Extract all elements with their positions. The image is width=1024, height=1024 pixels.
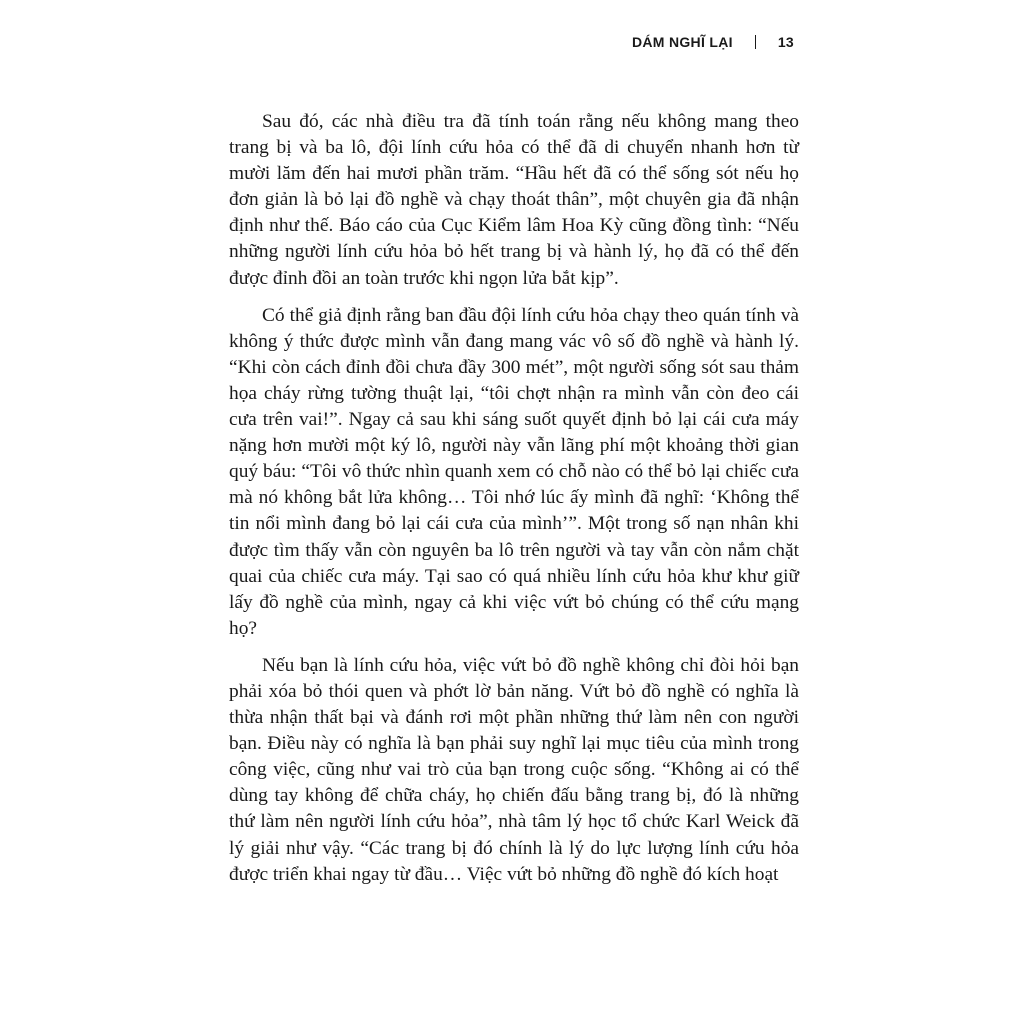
header-separator — [755, 35, 756, 49]
paragraph: Nếu bạn là lính cứu hỏa, việc vứt bỏ đồ nghề không chỉ đòi hỏi bạn phải xóa bỏ thói quen và phớt lờ bản năng. Vứt bỏ đồ nghề có nghĩa là thừa nhận thất bại và đánh rơi một phần những thứ làm nên con người bạn. Điều này có nghĩa là bạn phải suy nghĩ lại mục tiêu của mình trong công việc, cũng như vai trò của bạn trong cuộc sống. “Không ai có thể dùng tay không để chữa cháy, họ chiến đấu bằng trang bị, đó là những thứ làm nên người lính cứu hỏa”, nhà tâm lý học tổ chức Karl Weick đã lý giải như vậy. “Các trang bị đó chính là lý do lực lượng lính cứu hỏa được triển khai ngay từ đầu… Việc vứt bỏ những đồ nghề đó kích hoạt — [229, 654, 799, 885]
page-number: 13 — [777, 34, 794, 50]
running-header — [632, 34, 794, 50]
paragraph: Sau đó, các nhà điều tra đã tính toán rằng nếu không mang theo trang bị và ba lô, đội lính cứu hỏa có thể đã di chuyển nhanh hơn từ mười lăm đến hai mươi phần trăm. “Hầu hết đã có thể sống sót nếu họ đơn giản là bỏ lại đồ nghề và chạy thoát thân”, một chuyên gia đã nhận định như thế. Báo cáo của Cục Kiểm lâm Hoa Kỳ cũng đồng tình: “Nếu những người lính cứu hỏa bỏ hết trang bị và hành lý, họ đã có thể đến được đỉnh đồi an toàn trước khi ngọn lửa bắt kịp”. — [229, 111, 799, 289]
book-title: DÁM NGHĨ LẠI — [631, 34, 733, 50]
paragraph: Có thể giả định rằng ban đầu đội lính cứu hỏa chạy theo quán tính và không ý thức được mình vẫn đang mang vác vô số đồ nghề và hành lý. “Khi còn cách đỉnh đồi chưa đầy 300 mét”, một người sống sót sau thảm họa cháy rừng tường thuật lại, “tôi chợt nhận ra mình vẫn còn đeo cái cưa trên vai!”. Ngay cả sau khi sáng suốt quyết định bỏ lại cái cưa máy nặng hơn mười một ký lô, người này vẫn lãng phí một khoảng thời gian quý báu: “Tôi vô thức nhìn quanh xem có chỗ nào có thể bỏ lại chiếc cưa mà nó không bắt lửa không… Tôi nhớ lúc ấy mình đã nghĩ: ‘Không thể tin nổi mình đang bỏ lại cái cưa của mình’”. Một trong số nạn nhân khi được tìm thấy vẫn còn nguyên ba lô trên người và tay vẫn còn nắm chặt quai của chiếc cưa máy. Tại sao có quá nhiều lính cứu hỏa khư khư giữ lấy đồ nghề của mình, ngay cả khi việc vứt bỏ chúng có thể cứu mạng họ? — [229, 304, 799, 639]
body-text — [229, 109, 799, 899]
